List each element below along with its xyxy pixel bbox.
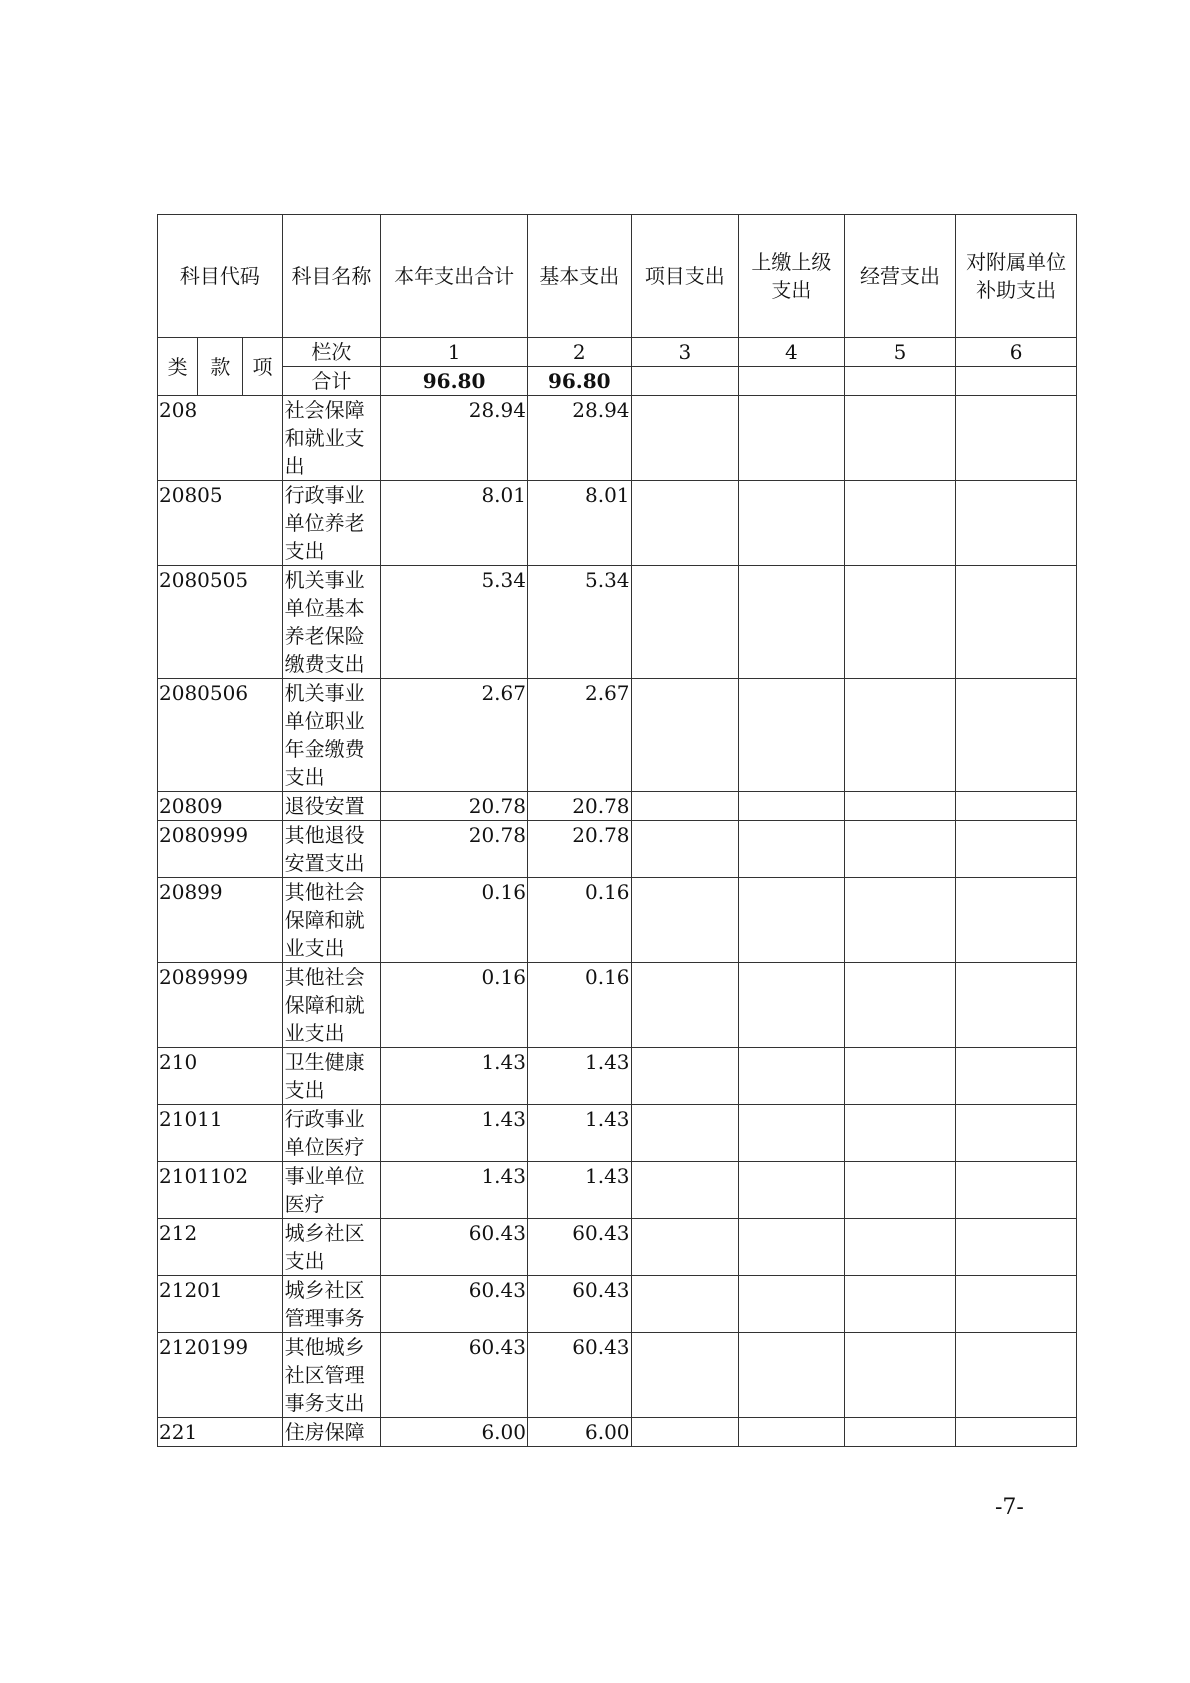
table-row bbox=[158, 566, 1077, 679]
row-business bbox=[844, 1333, 956, 1418]
row-subsidy bbox=[956, 566, 1077, 679]
row-name: 其他城乡社区管理事务支出 bbox=[282, 1333, 381, 1418]
row-business bbox=[844, 679, 956, 792]
row-project bbox=[631, 566, 739, 679]
row-subsidy bbox=[956, 679, 1077, 792]
row-total: 1.43 bbox=[381, 1105, 528, 1162]
sum-basic: 96.80 bbox=[527, 367, 631, 396]
row-upper bbox=[739, 1105, 845, 1162]
sum-label: 合计 bbox=[282, 367, 381, 396]
row-project bbox=[631, 481, 739, 566]
row-project bbox=[631, 878, 739, 963]
header-name: 科目名称 bbox=[282, 215, 381, 338]
row-total: 20.78 bbox=[381, 792, 528, 821]
row-basic: 20.78 bbox=[527, 821, 631, 878]
row-subsidy bbox=[956, 396, 1077, 481]
row-name: 行政事业单位医疗 bbox=[282, 1105, 381, 1162]
column-number-2: 2 bbox=[527, 338, 631, 367]
table-row bbox=[158, 1105, 1077, 1162]
table-row bbox=[158, 679, 1077, 792]
row-upper bbox=[739, 1048, 845, 1105]
row-code: 2120199 bbox=[158, 1333, 283, 1418]
row-upper bbox=[739, 1418, 845, 1447]
header-subsidy bbox=[956, 215, 1077, 338]
row-subsidy bbox=[956, 821, 1077, 878]
table-row bbox=[158, 1333, 1077, 1418]
column-number-6: 6 bbox=[956, 338, 1077, 367]
row-upper bbox=[739, 566, 845, 679]
header-upper-line2: 支出 bbox=[771, 278, 812, 302]
row-basic: 60.43 bbox=[527, 1219, 631, 1276]
header-business: 经营支出 bbox=[844, 215, 956, 338]
row-name: 社会保障和就业支出 bbox=[282, 396, 381, 481]
row-basic: 2.67 bbox=[527, 679, 631, 792]
row-total: 8.01 bbox=[381, 481, 528, 566]
table-row bbox=[158, 1162, 1077, 1219]
row-total: 5.34 bbox=[381, 566, 528, 679]
table-row bbox=[158, 1048, 1077, 1105]
table-row bbox=[158, 1276, 1077, 1333]
row-total: 20.78 bbox=[381, 821, 528, 878]
row-upper bbox=[739, 481, 845, 566]
table-row bbox=[158, 396, 1077, 481]
row-subsidy bbox=[956, 963, 1077, 1048]
row-total: 6.00 bbox=[381, 1418, 528, 1447]
row-upper bbox=[739, 1333, 845, 1418]
row-code: 221 bbox=[158, 1418, 283, 1447]
row-total: 60.43 bbox=[381, 1333, 528, 1418]
row-business bbox=[844, 1048, 956, 1105]
row-project bbox=[631, 1105, 739, 1162]
row-basic: 5.34 bbox=[527, 566, 631, 679]
row-name: 城乡社区支出 bbox=[282, 1219, 381, 1276]
row-total: 1.43 bbox=[381, 1048, 528, 1105]
sum-project bbox=[631, 367, 739, 396]
row-subsidy bbox=[956, 1048, 1077, 1105]
row-business bbox=[844, 1418, 956, 1447]
row-basic: 8.01 bbox=[527, 481, 631, 566]
table-row bbox=[158, 821, 1077, 878]
row-name: 机关事业单位职业年金缴费支出 bbox=[282, 679, 381, 792]
row-code: 21011 bbox=[158, 1105, 283, 1162]
row-business bbox=[844, 396, 956, 481]
row-name: 城乡社区管理事务 bbox=[282, 1276, 381, 1333]
row-business bbox=[844, 821, 956, 878]
row-project bbox=[631, 1219, 739, 1276]
row-subsidy bbox=[956, 1105, 1077, 1162]
row-total: 1.43 bbox=[381, 1162, 528, 1219]
row-total: 0.16 bbox=[381, 878, 528, 963]
row-basic: 0.16 bbox=[527, 963, 631, 1048]
row-business bbox=[844, 566, 956, 679]
row-code: 210 bbox=[158, 1048, 283, 1105]
row-basic: 1.43 bbox=[527, 1162, 631, 1219]
row-code: 2089999 bbox=[158, 963, 283, 1048]
row-code: 20899 bbox=[158, 878, 283, 963]
budget-table-container bbox=[157, 214, 1077, 1447]
header-project: 项目支出 bbox=[631, 215, 739, 338]
row-business bbox=[844, 1105, 956, 1162]
row-subsidy bbox=[956, 1333, 1077, 1418]
row-name: 行政事业单位养老支出 bbox=[282, 481, 381, 566]
row-code: 2080505 bbox=[158, 566, 283, 679]
row-subsidy bbox=[956, 878, 1077, 963]
subheader-lei: 类 bbox=[158, 338, 198, 396]
row-name: 机关事业单位基本养老保险缴费支出 bbox=[282, 566, 381, 679]
row-code: 208 bbox=[158, 396, 283, 481]
row-name: 事业单位医疗 bbox=[282, 1162, 381, 1219]
row-basic: 1.43 bbox=[527, 1048, 631, 1105]
table-row bbox=[158, 792, 1077, 821]
row-basic: 28.94 bbox=[527, 396, 631, 481]
row-basic: 1.43 bbox=[527, 1105, 631, 1162]
row-total: 2.67 bbox=[381, 679, 528, 792]
row-total: 0.16 bbox=[381, 963, 528, 1048]
row-total: 60.43 bbox=[381, 1276, 528, 1333]
row-business bbox=[844, 481, 956, 566]
row-business bbox=[844, 1219, 956, 1276]
header-code: 科目代码 bbox=[158, 215, 283, 338]
header-basic: 基本支出 bbox=[527, 215, 631, 338]
row-upper bbox=[739, 821, 845, 878]
table-row bbox=[158, 878, 1077, 963]
row-basic: 20.78 bbox=[527, 792, 631, 821]
row-basic: 60.43 bbox=[527, 1333, 631, 1418]
table-row bbox=[158, 481, 1077, 566]
subheader-xiang: 项 bbox=[243, 338, 282, 396]
row-project bbox=[631, 963, 739, 1048]
row-name: 其他社会保障和就业支出 bbox=[282, 878, 381, 963]
row-upper bbox=[739, 1219, 845, 1276]
row-subsidy bbox=[956, 792, 1077, 821]
row-basic: 60.43 bbox=[527, 1276, 631, 1333]
header-upper bbox=[739, 215, 845, 338]
row-business bbox=[844, 878, 956, 963]
row-name: 其他社会保障和就业支出 bbox=[282, 963, 381, 1048]
row-total: 60.43 bbox=[381, 1219, 528, 1276]
column-number-1: 1 bbox=[381, 338, 528, 367]
row-name: 退役安置 bbox=[282, 792, 381, 821]
expenditure-table bbox=[157, 214, 1077, 1447]
header-total: 本年支出合计 bbox=[381, 215, 528, 338]
row-basic: 0.16 bbox=[527, 878, 631, 963]
header-subsidy-line1: 对附属单位 bbox=[966, 250, 1067, 274]
row-business bbox=[844, 1276, 956, 1333]
row-code: 20805 bbox=[158, 481, 283, 566]
table-header bbox=[158, 215, 1077, 396]
header-upper-line1: 上缴上级 bbox=[751, 250, 832, 274]
row-project bbox=[631, 1333, 739, 1418]
row-subsidy bbox=[956, 1162, 1077, 1219]
row-project bbox=[631, 1276, 739, 1333]
page-number: -7- bbox=[995, 1495, 1024, 1520]
row-subsidy bbox=[956, 481, 1077, 566]
sum-upper bbox=[739, 367, 845, 396]
row-name: 其他退役安置支出 bbox=[282, 821, 381, 878]
row-total: 28.94 bbox=[381, 396, 528, 481]
row-upper bbox=[739, 963, 845, 1048]
row-upper bbox=[739, 396, 845, 481]
row-upper bbox=[739, 792, 845, 821]
sum-total: 96.80 bbox=[381, 367, 528, 396]
row-project bbox=[631, 396, 739, 481]
column-number-5: 5 bbox=[844, 338, 956, 367]
row-subsidy bbox=[956, 1418, 1077, 1447]
row-subsidy bbox=[956, 1276, 1077, 1333]
column-number-4: 4 bbox=[739, 338, 845, 367]
sum-subsidy bbox=[956, 367, 1077, 396]
row-code: 2080999 bbox=[158, 821, 283, 878]
subheader-kuan: 款 bbox=[198, 338, 243, 396]
table-row bbox=[158, 1219, 1077, 1276]
table-row bbox=[158, 1418, 1077, 1447]
row-code: 2080506 bbox=[158, 679, 283, 792]
table-row bbox=[158, 963, 1077, 1048]
row-upper bbox=[739, 1162, 845, 1219]
row-name: 住房保障 bbox=[282, 1418, 381, 1447]
row-code: 2101102 bbox=[158, 1162, 283, 1219]
header-subsidy-line2: 补助支出 bbox=[976, 278, 1057, 302]
sum-business bbox=[844, 367, 956, 396]
row-code: 212 bbox=[158, 1219, 283, 1276]
row-project bbox=[631, 792, 739, 821]
row-subsidy bbox=[956, 1219, 1077, 1276]
row-upper bbox=[739, 679, 845, 792]
row-project bbox=[631, 1418, 739, 1447]
subheader-lanci: 栏次 bbox=[282, 338, 381, 367]
row-business bbox=[844, 1162, 956, 1219]
row-project bbox=[631, 679, 739, 792]
row-project bbox=[631, 821, 739, 878]
row-name: 卫生健康支出 bbox=[282, 1048, 381, 1105]
row-code: 21201 bbox=[158, 1276, 283, 1333]
row-basic: 6.00 bbox=[527, 1418, 631, 1447]
row-business bbox=[844, 792, 956, 821]
table-body bbox=[158, 396, 1077, 1447]
row-code: 20809 bbox=[158, 792, 283, 821]
row-upper bbox=[739, 878, 845, 963]
row-project bbox=[631, 1162, 739, 1219]
row-project bbox=[631, 1048, 739, 1105]
row-upper bbox=[739, 1276, 845, 1333]
column-number-3: 3 bbox=[631, 338, 739, 367]
row-business bbox=[844, 963, 956, 1048]
